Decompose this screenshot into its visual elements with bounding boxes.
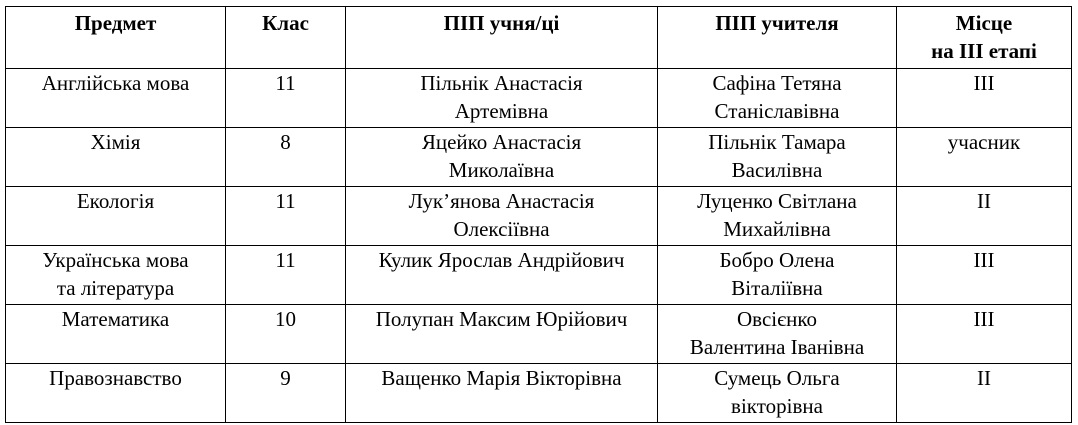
- cell-place: ІІ: [897, 187, 1072, 246]
- table-row: [6, 246, 1072, 305]
- table-row: [6, 305, 1072, 364]
- olympiad-results-table: [5, 6, 1072, 423]
- cell-student-name: Кулик Ярослав Андрійович: [346, 246, 658, 305]
- table-row: [6, 69, 1072, 128]
- cell-teacher-name: Сафіна Тетяна Станіславівна: [658, 69, 897, 128]
- cell-student-name: Пільнік Анастасія Артемівна: [346, 69, 658, 128]
- cell-grade: 10: [226, 305, 346, 364]
- cell-grade: 11: [226, 187, 346, 246]
- cell-student-name: Яцейко Анастасія Миколаївна: [346, 128, 658, 187]
- cell-grade: 11: [226, 246, 346, 305]
- header-subject: Предмет: [6, 7, 226, 69]
- cell-student-name: Полупан Максим Юрійович: [346, 305, 658, 364]
- cell-grade: 8: [226, 128, 346, 187]
- cell-subject: Англійська мова: [6, 69, 226, 128]
- table-row: [6, 364, 1072, 423]
- cell-grade: 9: [226, 364, 346, 423]
- header-row: [6, 7, 1072, 69]
- cell-place: ІІ: [897, 364, 1072, 423]
- header-student-name: ПІП учня/ці: [346, 7, 658, 69]
- cell-place: ІІІ: [897, 246, 1072, 305]
- cell-place: учасник: [897, 128, 1072, 187]
- header-grade: Клас: [226, 7, 346, 69]
- cell-place: ІІІ: [897, 305, 1072, 364]
- cell-student-name: Ващенко Марія Вікторівна: [346, 364, 658, 423]
- cell-subject: Українська мова та література: [6, 246, 226, 305]
- cell-teacher-name: Бобро Олена Віталіївна: [658, 246, 897, 305]
- cell-subject: Екологія: [6, 187, 226, 246]
- cell-subject: Хімія: [6, 128, 226, 187]
- cell-subject: Математика: [6, 305, 226, 364]
- cell-student-name: Лук’янова Анастасія Олексіївна: [346, 187, 658, 246]
- cell-teacher-name: Луценко Світлана Михайлівна: [658, 187, 897, 246]
- table-row: [6, 187, 1072, 246]
- header-place: Місце на ІІІ етапі: [897, 7, 1072, 69]
- cell-grade: 11: [226, 69, 346, 128]
- header-teacher-name: ПІП учителя: [658, 7, 897, 69]
- table-row: [6, 128, 1072, 187]
- cell-subject: Правознавство: [6, 364, 226, 423]
- cell-teacher-name: Овсієнко Валентина Іванівна: [658, 305, 897, 364]
- cell-place: ІІІ: [897, 69, 1072, 128]
- cell-teacher-name: Пільнік Тамара Василівна: [658, 128, 897, 187]
- cell-teacher-name: Сумець Ольга вікторівна: [658, 364, 897, 423]
